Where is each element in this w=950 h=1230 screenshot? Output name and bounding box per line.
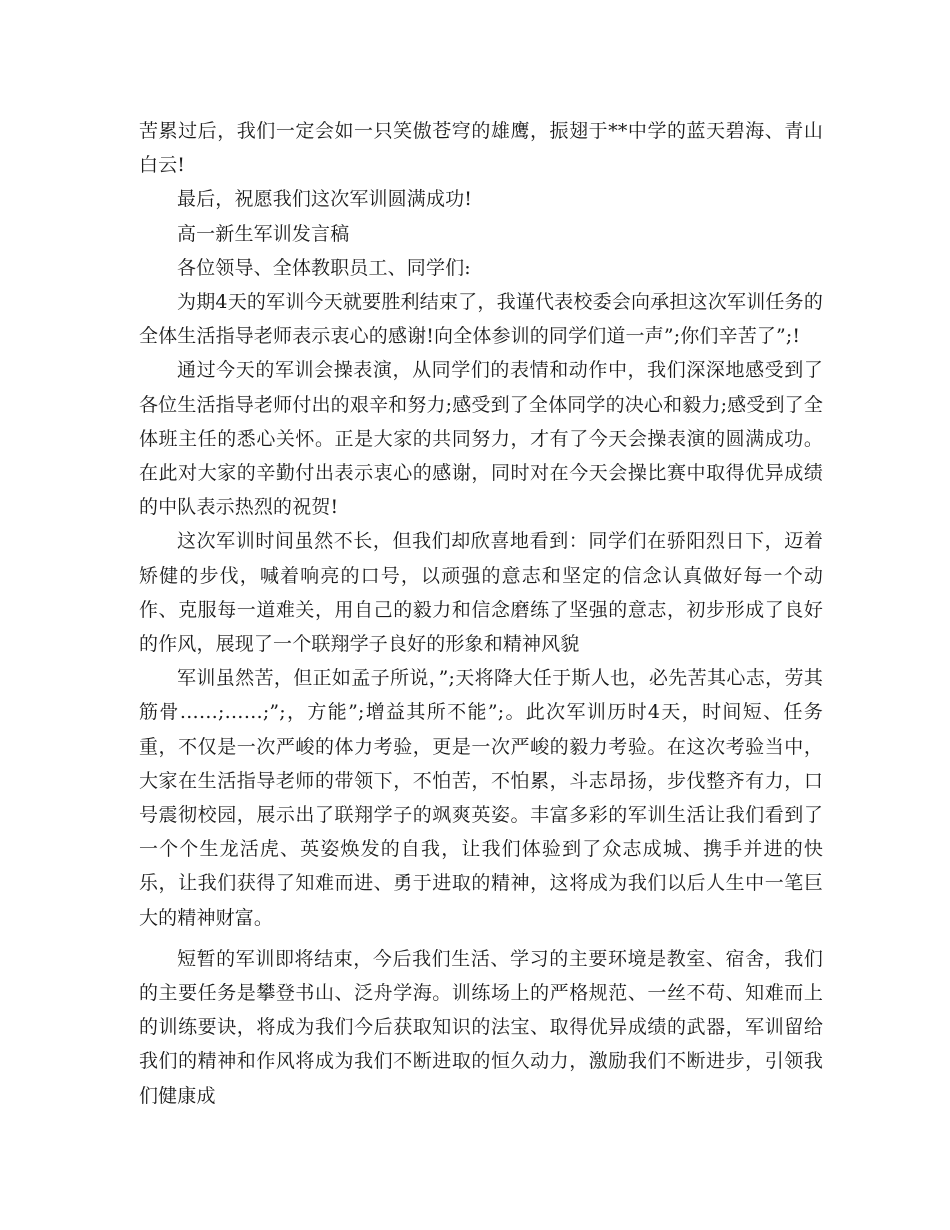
- paragraph-closing-continuation: 苦累过后，我们一定会如一只笑傲苍穹的雄鹰，振翅于**中学的蓝天碧海、青山白云!: [139, 120, 823, 177]
- paragraph-training-spirit: 这次军训时间虽然不长，但我们却欣喜地看到：同学们在骄阳烈日下，迈着矫健的步伐，喊着响亮的口号，以顽强的意志和坚定的信念认真做好每一个动作、克服每一道难关，用自己的毅力和信念磨练了坚强的意志，初步形成了良好的作风，展现了一个联翔学子良好的形象和精神风貌: [139, 530, 823, 656]
- salutation: 各位领导、全体教职员工、同学们:: [177, 256, 471, 279]
- paragraph-thanks: 为期4天的军训今天就要胜利结束了，我谨代表校委会向承担这次军训任务的全体生活指导老师表示衷心的感谢!向全体参训的同学们道一声”;你们辛苦了”;!: [139, 291, 823, 348]
- paragraph-mencius-quote: 军训虽然苦，但正如孟子所说，”;天将降大任于斯人也，必先苦其心志，劳其筋骨……;……;”;，方能”;增益其所不能”;。此次军训历时4天，时间短、任务重，不仅是一次严峻的体力考验，更是一次严峻的毅力考验。在这次考验当中，大家在生活指导老师的带领下，不怕苦，不怕累，斗志昂扬，步伐整齐有力，口号震彻校园，展示出了联翔学子的飒爽英姿。丰富多彩的军训生活让我们看到了一个个生龙活虎、英姿焕发的自我，让我们体验到了众志成城、携手并进的快乐，让我们获得了知难而进、勇于进取的精神，这将成为我们以后人生中一笔巨大的精神财富。: [139, 667, 823, 929]
- document-body: [139, 114, 823, 1113]
- speech-title: 高一新生军训发言稿: [177, 222, 350, 245]
- paragraph-performance: 通过今天的军训会操表演，从同学们的表情和动作中，我们深深地感受到了各位生活指导老师付出的艰辛和努力;感受到了全体同学的决心和毅力;感受到了全体班主任的悉心关怀。正是大家的共同努力，才有了今天会操表演的圆满成功。在此对大家的辛勤付出表示衷心的感谢，同时对在今天会操比赛中取得优异成绩的中队表示热烈的祝贺!: [139, 359, 823, 519]
- paragraph-future-study: 短暂的军训即将结束，今后我们生活、学习的主要环境是教室、宿舍，我们的主要任务是攀登书山、泛舟学海。训练场上的严格规范、一丝不苟、知难而上的训练要诀，将成为我们今后获取知识的法宝、取得优异成绩的武器，军训留给我们的精神和作风将成为我们不断进取的恒久动力，激励我们不断进步，引领我们健康成: [139, 947, 823, 1107]
- paragraph-final-wish: 最后，祝愿我们这次军训圆满成功!: [177, 188, 473, 211]
